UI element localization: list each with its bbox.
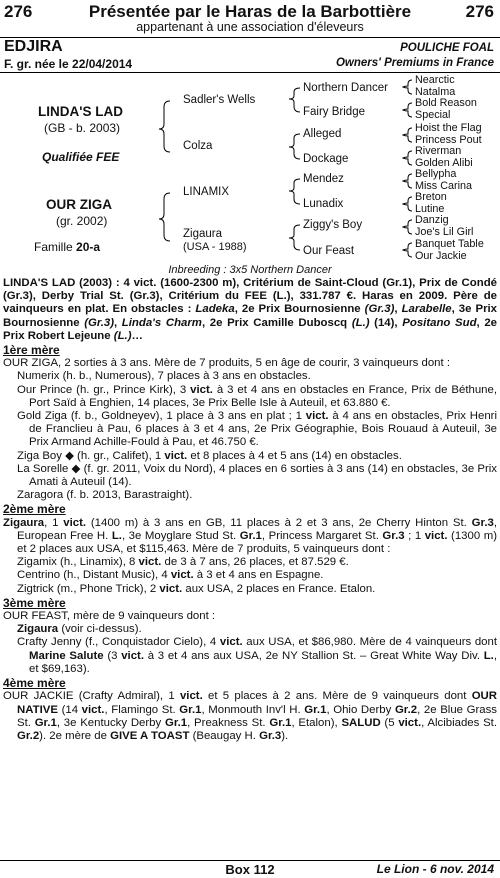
gen3-6: Lunadix: [303, 198, 344, 210]
third-dam-produce-2: Crafty Jenny (f., Conquistador Cielo), 4 vict. aux USA, et $86,980. Mère de 4 vainqueurs dont Marine Salute (3 vict. à 3 et 4 ans aux USA, 2e NY Stallion St. – Great White Way Div. L., et $69,163).: [17, 636, 498, 675]
sire-qualification: Qualifiée FEE: [42, 150, 120, 164]
gen4-8: Golden Alibi: [415, 157, 473, 169]
second-dam-produce-3: Zigtrick (m., Phone Trick), 2 vict. aux USA, 2 places en France. Etalon.: [17, 582, 376, 595]
gen3-1: Northern Dancer: [303, 82, 389, 94]
dam-family: Famille 20-a: [34, 240, 101, 254]
dam-info: (gr. 2002): [56, 214, 108, 228]
sire-sire: Sadler's Wells: [183, 94, 256, 106]
horse-name: EDJIRA: [4, 38, 63, 55]
gen4-15: Banquet Table: [415, 238, 484, 250]
gen4-3: Bold Reason: [415, 97, 477, 109]
lot-number-right: 276: [465, 2, 494, 21]
second-dam-produce-1: Zigamix (h., Linamix), 8 vict. de 3 à 7 ans, 26 places, et 87.529 €.: [17, 556, 349, 569]
page-subtitle: appartenant à une association d'éleveurs: [136, 20, 364, 34]
gen3-3: Alleged: [303, 128, 342, 140]
dam-dam: Zigaura: [183, 228, 222, 240]
gen4-7: Riverman: [415, 145, 462, 157]
gen4-14: Joe's Lil Girl: [415, 226, 474, 238]
first-dam-produce-3: Gold Ziga (f. b., Goldneyev), 1 place à 3 ans en plat ; 1 vict. à 4 ans en obstacles, Prix Henri de Franclieu à Pau, 6 places à 3 et 4 ans, 2e Prix Géographie, Bois Rouaud à Auteuil, 3e Prix Armand Achille-Fould à Pau, et 46.750 €.: [17, 410, 497, 449]
second-dam-produce-2: Centrino (h., Distant Music), 4 vict. à 3 et 4 ans en Espagne.: [17, 569, 324, 582]
sire-record: LINDA'S LAD (2003) : 4 vict. (1600-2300 m), Critérium de Saint-Cloud (Gr.1), Prix de Condé (Gr.3), Derby Trial St. (Gr.3), Critérium du FEE (L.), 331.787 €. Haras en 2009. Père de vainqueurs en plat. En obstacles : Ladeka, 2e Prix Bournosienne (Gr.3), Larabelle, 3e Prix Bournosienne (Gr.3), Linda's Charm, 2e Prix Camille Duboscq (L.) (14), Positano Sud, 2e Prix Robert Lejeune (L.)…: [3, 277, 498, 342]
first-dam-intro: OUR ZIGA, 2 sorties à 3 ans. Mère de 7 produits, 5 en âge de courir, 3 vainqueurs dont :: [3, 357, 451, 370]
fourth-dam-record: OUR JACKIE (Crafty Admiral), 1 vict. et 5 places à 2 ans. Mère de 9 vainqueurs dont OUR NATIVE (14 vict., Flamingo St. Gr.1, Monmouth Inv'l H. Gr.1, Ohio Derby Gr.2, 2e Blue Grass St. Gr.1, 3e Kentucky Derby Gr.1, Preakness St. Gr.1, Etalon), SALUD (5 vict., Alcibiades St. Gr.2). 2e mère de GIVE A TOAST (Beaugay H. Gr.3).: [3, 690, 498, 742]
dam-sire: LINAMIX: [183, 186, 230, 198]
first-dam-produce-2: Our Prince (h. gr., Prince Kirk), 3 vict. à 3 et 4 ans en obstacles en France, Prix de Béthune, Port Saïd à Enghien, 14 places, 3e Prix Belle Isle à Auteuil, et 63.880 €.: [17, 383, 497, 409]
gen3-5: Mendez: [303, 173, 344, 185]
gen3-8: Our Feast: [303, 245, 355, 257]
dam-name: OUR ZIGA: [46, 197, 112, 212]
lot-number-left: 276: [4, 2, 33, 21]
sire-name: LINDA'S LAD: [38, 104, 123, 119]
box-number: Box 112: [225, 862, 275, 877]
inbreeding-note: Inbreeding : 3x5 Northern Dancer: [168, 264, 332, 276]
gen4-1: Nearctic: [415, 74, 455, 86]
sale-venue-date: Le Lion - 6 nov. 2014: [376, 862, 494, 876]
gen4-16: Our Jackie: [415, 250, 467, 262]
gen4-6: Princess Pout: [415, 134, 482, 146]
divider-top: [0, 37, 500, 38]
first-dam-produce-1: Numerix (h. b., Numerous), 7 places à 3 ans en obstacles.: [17, 370, 311, 383]
third-dam-produce-1: Zigaura (voir ci-dessus).: [17, 623, 142, 636]
gen3-2: Fairy Bridge: [303, 106, 365, 118]
catalogue-body: [3, 277, 497, 743]
first-dam-produce-4: Ziga Boy ◆ (h. gr., Califet), 1 vict. et 8 places à 4 et 5 ans (14) en obstacles.: [17, 449, 402, 462]
gen4-13: Danzig: [415, 214, 449, 226]
gen3-7: Ziggy's Boy: [303, 219, 363, 231]
second-dam-record: Zigaura, 1 vict. (1400 m) à 3 ans en GB, 11 places à 2 et 3 ans, 2e Cherry Hinton St. Gr.3, European Free H. L., 3e Moyglare Stud St. Gr.1, Princess Margaret St. Gr.3 ; 1 vict. (1300 m) et 2 places aux USA, et $115,463. Mère de 7 produits, 5 vainqueurs dont :: [3, 516, 497, 556]
gen4-9: Bellypha: [415, 168, 457, 180]
gen4-11: Breton: [415, 191, 447, 203]
gen4-12: Lutine: [415, 203, 445, 215]
gen3-4: Dockage: [303, 153, 349, 165]
owners-premiums: Owners' Premiums in France: [335, 57, 494, 69]
first-dam-produce-5: La Sorelle ◆ (f. gr. 2011, Voix du Nord), 4 places en 6 sorties à 3 ans (14) en obstacles, 3e Prix Amati à Auteuil (14).: [17, 462, 497, 489]
gen4-2: Natalma: [415, 86, 456, 98]
section-first-dam: 1ère mère: [3, 343, 60, 358]
section-third-dam: 3ème mère: [3, 595, 66, 610]
section-fourth-dam: 4ème mère: [3, 676, 66, 691]
third-dam-intro: OUR FEAST, mère de 9 vainqueurs dont :: [3, 610, 216, 623]
gen4-4: Special: [415, 109, 451, 121]
first-dam-produce-6: Zaragora (f. b. 2013, Barastraight).: [17, 489, 193, 502]
horse-birth: F. gr. née le 22/04/2014: [4, 57, 133, 71]
page-title: Présentée par le Haras de la Barbottière: [88, 2, 412, 21]
gen4-5: Hoist the Flag: [415, 122, 482, 134]
sire-dam: Colza: [183, 140, 213, 152]
dam-dam-info: (USA - 1988): [183, 241, 247, 253]
sire-info: (GB - b. 2003): [44, 121, 121, 135]
gen4-10: Miss Carina: [415, 180, 472, 192]
section-second-dam: 2ème mère: [3, 502, 66, 517]
divider-bottom: [0, 860, 500, 861]
horse-type: POULICHE FOAL: [400, 42, 494, 54]
